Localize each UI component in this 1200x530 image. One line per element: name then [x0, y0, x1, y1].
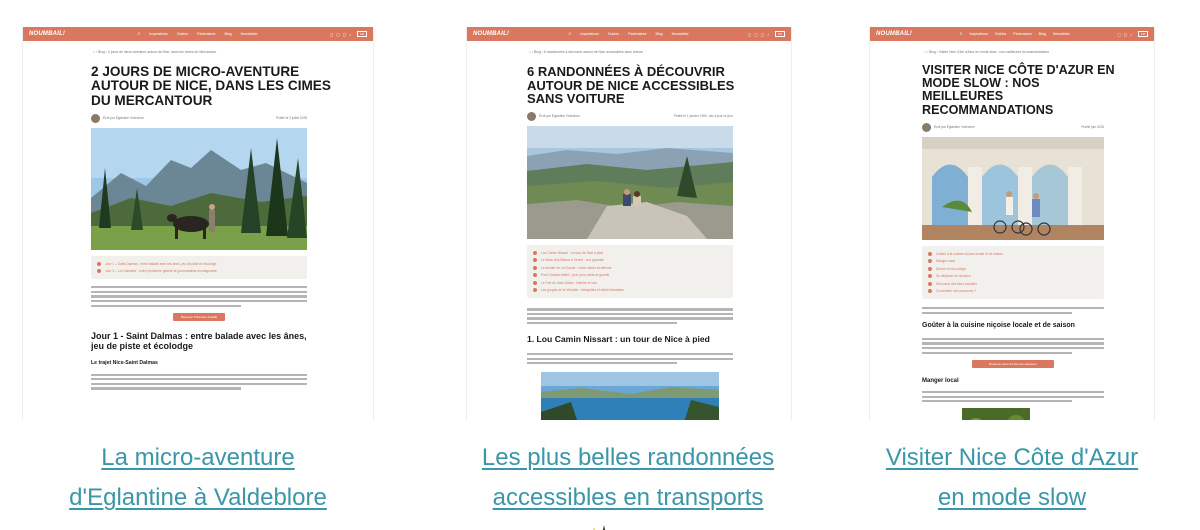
body-text-line — [91, 291, 307, 293]
search-icon[interactable]: ⌕ — [137, 31, 141, 37]
site-navbar — [467, 27, 791, 41]
body-text-line — [91, 378, 307, 380]
toc-item[interactable]: Le Baou des Blancs à Vence : vue garantie — [533, 256, 727, 264]
facebook-icon[interactable]: ◻ — [1123, 31, 1127, 37]
byline — [922, 123, 1104, 132]
toc-item[interactable]: Jour 2 – La Colmiane : entre tyrolienne géante et gourmandise montagnarde — [97, 267, 301, 275]
social-icons — [748, 32, 769, 37]
nav-link-inspirations[interactable]: Inspirations — [580, 32, 599, 36]
nav-link-guides[interactable]: Guides — [994, 32, 1007, 36]
body-text-line — [922, 342, 1104, 344]
bullet-icon — [928, 274, 932, 278]
byline — [91, 114, 307, 123]
article-title: 6 RANDONNÉES À DÉCOUVRIR AUTOUR DE NICE ACCESSIBLES SANS VOITURE — [527, 64, 735, 107]
bullet-icon — [533, 266, 537, 270]
toc-item[interactable]: Jour 1 – Saint-Dalmas : entre balade avec les ânes, jeu de piste et écolodge — [97, 260, 301, 268]
byline — [527, 112, 733, 121]
linkedin-icon[interactable]: ◻ — [342, 31, 346, 37]
bullet-icon — [533, 288, 537, 292]
bullet-icon — [533, 281, 537, 285]
nav-link-guides[interactable]: Guides — [607, 32, 620, 36]
body-text-line — [922, 391, 1104, 393]
table-of-contents — [527, 245, 733, 298]
body-text-line — [91, 383, 307, 385]
nav-links — [137, 31, 257, 37]
nav-link-newsletter[interactable]: Newsletter — [240, 32, 258, 36]
site-logo[interactable]: NOUMBAIL! — [876, 31, 913, 37]
link-line-1[interactable]: Visiter Nice Côte d'Azur — [885, 444, 1139, 471]
body-text-line — [922, 312, 1072, 314]
article-preview-card-3[interactable] — [869, 27, 1155, 420]
article-title: 2 JOURS DE MICRO-AVENTURE AUTOUR DE NICE, DANS LES CIMES DU MERCANTOUR — [91, 64, 331, 108]
publish-date: Publié le 2 juillet 2025 — [275, 116, 307, 121]
language-selector[interactable]: FR — [775, 31, 785, 37]
bullet-icon — [928, 252, 932, 256]
site-logo[interactable]: NOUMBAIL! — [473, 31, 510, 37]
hero-image-panorama — [527, 126, 733, 239]
bullet-icon — [928, 282, 932, 286]
nav-link-blog[interactable]: Blog — [655, 32, 663, 36]
table-of-contents — [922, 246, 1104, 299]
body-text-line — [527, 317, 733, 319]
nav-link-blog[interactable]: Blog — [224, 32, 232, 36]
author-name: Écrit par Églantine Vivieonne — [539, 114, 580, 119]
nav-link-blog[interactable]: Blog — [1038, 32, 1046, 36]
article-preview-card-1[interactable] — [22, 27, 374, 420]
nav-links — [960, 31, 1070, 37]
hero-image-cyclists — [922, 137, 1104, 240]
language-selector[interactable]: FR — [357, 31, 367, 37]
body-text-line — [527, 322, 677, 324]
breadcrumb: ⌂ › Blog › 2 jours de micro-aventure autour de Nice, dans les cimes du Mercantour — [93, 50, 217, 54]
toc-item[interactable]: Manger local — [928, 257, 1098, 265]
author-name: Écrit par Églantine Vivieonne — [103, 116, 144, 121]
body-text-line — [922, 307, 1104, 309]
body-text-line — [91, 387, 241, 389]
publish-date: Publié le 1 janvier 1900, mis à jour ce jour — [673, 114, 733, 119]
instagram-icon[interactable]: ◻ — [330, 31, 334, 37]
toc-item[interactable]: Le sentier de La Gaude : entre nature et détente — [533, 264, 727, 272]
body-text-line — [91, 286, 307, 288]
toc-item[interactable]: Lou Camin Nissart : un tour de Nice à pied — [533, 249, 727, 257]
social-icons — [1117, 32, 1132, 37]
link-line-1[interactable]: La micro-aventure — [101, 444, 295, 471]
site-logo[interactable]: NOUMBAIL! — [29, 31, 66, 37]
link-line-2[interactable]: d'Eglantine à Valdeblore — [69, 484, 327, 511]
site-navbar — [870, 27, 1154, 41]
section-image-bay — [541, 372, 719, 420]
link-nice-slow[interactable] — [822, 438, 1200, 518]
hero-image-mountains — [91, 128, 307, 250]
section-heading: Goûter à la cuisine niçoise locale et de saison — [922, 322, 1075, 330]
search-icon[interactable]: ⌕ — [568, 31, 572, 37]
body-text-line — [922, 400, 1072, 402]
toc-item[interactable]: Découvrir des lieux insolites — [928, 280, 1098, 288]
link-randonnees[interactable] — [438, 438, 818, 518]
link-line-2[interactable]: en mode slow — [937, 484, 1087, 511]
subsection-heading: Manger local — [922, 377, 959, 384]
bullet-icon — [533, 251, 537, 255]
section-heading: 1. Lou Camin Nissart : un tour de Nice à pied — [527, 334, 710, 345]
article-title: VISITER NICE CÔTE D'AZUR EN MODE SLOW : NOS MEILLEURES RECOMMANDATIONS — [922, 63, 1115, 117]
link-line-1[interactable]: Les plus belles randonnées — [481, 444, 775, 471]
site-navbar — [23, 27, 373, 41]
instagram-icon[interactable]: ◻ — [1117, 31, 1121, 37]
toc-item[interactable]: Se déplacer en douceur — [928, 272, 1098, 280]
facebook-icon[interactable]: ◻ — [336, 31, 340, 37]
table-of-contents — [91, 256, 307, 279]
bullet-icon — [97, 269, 101, 273]
body-text-line — [922, 352, 1072, 354]
author-avatar — [922, 123, 931, 132]
nav-link-guides[interactable]: Guides — [176, 32, 189, 36]
toc-item[interactable]: Où acheter ses souvenirs ? — [928, 287, 1098, 295]
bullet-icon — [928, 267, 932, 271]
publish-date: Publié juin 2025 — [1081, 125, 1104, 130]
toc-item[interactable]: Le Fort du Mont Alban : histoire et vue — [533, 279, 727, 287]
body-text-line — [527, 353, 733, 355]
body-text-line — [91, 295, 307, 297]
breadcrumb: ⌂ › Blog › 6 randonnées à découvrir autour de Nice accessibles sans voiture — [529, 50, 643, 54]
nav-link-newsletter[interactable]: Newsletter — [1052, 32, 1070, 36]
section-heading: Jour 1 - Saint Dalmas : entre balade avec les ânes, jeu de piste et écolodge — [91, 330, 307, 352]
link-micro-aventure[interactable] — [8, 438, 388, 518]
section-image-produce — [962, 408, 1030, 420]
toc-item[interactable]: Dormir en éco-lodge — [928, 265, 1098, 273]
author-name: Écrit par Églantine Vivieonne — [934, 125, 975, 130]
body-text-line — [527, 313, 733, 315]
body-text-line — [91, 374, 307, 376]
language-selector[interactable]: FR — [1138, 31, 1148, 37]
social-icons — [330, 32, 351, 37]
nav-link-inspirations[interactable]: Inspirations — [149, 32, 168, 36]
bullet-icon — [928, 289, 932, 293]
bullet-icon — [533, 258, 537, 262]
body-text-line — [91, 305, 241, 307]
bullet-icon — [533, 273, 537, 277]
bullet-icon — [97, 262, 101, 266]
decorative-sparkle-icon — [588, 521, 614, 530]
subsection-heading: Le trajet Nice-Saint Dalmas — [91, 360, 158, 367]
article-preview-card-2[interactable] — [466, 27, 792, 420]
body-text-line — [527, 308, 733, 310]
nav-links — [568, 31, 688, 37]
toc-item[interactable]: Pont Charles Albert : jeux pour petits et grands — [533, 271, 727, 279]
link-line-2[interactable]: accessibles en transports — [492, 484, 764, 511]
instagram-icon[interactable]: ◻ — [748, 31, 752, 37]
breadcrumb: ⌂ › Blog › Visiter Nice Côte d'Azur en mode slow : nos meilleures recommandations — [924, 50, 1049, 54]
nav-link-newsletter[interactable]: Newsletter — [671, 32, 689, 36]
facebook-icon[interactable]: ◻ — [754, 31, 758, 37]
author-avatar — [91, 114, 100, 123]
nav-link-partners[interactable]: Partenaires — [1013, 32, 1032, 36]
nav-link-partners[interactable]: Partenaires — [628, 32, 647, 36]
body-text-line — [91, 300, 307, 302]
body-text-line — [527, 358, 733, 360]
toc-item[interactable]: Les gorges de la Vésubie : tranquilles et rafraîchissantes — [533, 286, 727, 294]
linkedin-icon[interactable]: ◻ — [760, 31, 764, 37]
body-text-line — [922, 396, 1104, 398]
body-text-line — [922, 338, 1104, 340]
tiktok-icon[interactable]: ♪ — [348, 31, 351, 37]
author-avatar — [527, 112, 536, 121]
bullet-icon — [928, 259, 932, 263]
reserve-addresses-button[interactable]: Réserver avec les bonnes adresses — [972, 360, 1054, 368]
tiktok-icon[interactable]: ♪ — [1130, 31, 1132, 37]
body-text-line — [527, 362, 677, 364]
nav-link-inspirations[interactable]: Inspirations — [969, 32, 988, 36]
reserve-itinerary-button[interactable]: Réserver l'itinéraire détaillé — [173, 313, 225, 321]
toc-item[interactable]: Goûter à la cuisine niçoise locale et de saison — [928, 250, 1098, 258]
nav-link-partners[interactable]: Partenaires — [197, 32, 216, 36]
search-icon[interactable]: ⌕ — [959, 31, 963, 37]
tiktok-icon[interactable]: ♪ — [766, 31, 769, 37]
body-text-line — [922, 347, 1104, 349]
